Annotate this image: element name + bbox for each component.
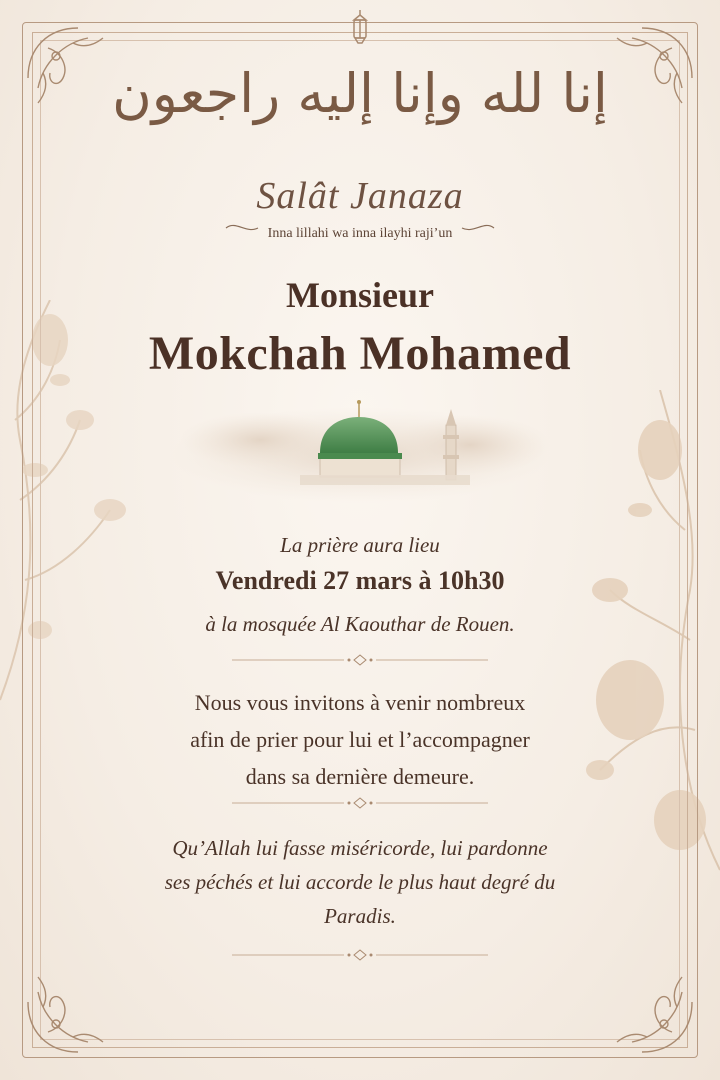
subtitle: Inna lillahi wa inna ilayhi raji’un <box>267 226 453 241</box>
corner-ornament-bottom-right <box>582 942 702 1062</box>
prayer-location: à la mosquée Al Kaouthar de Rouen. <box>205 612 515 636</box>
prayer-datetime: Vendredi 27 mars à 10h30 <box>215 566 505 595</box>
honorific: Monsieur <box>286 275 434 315</box>
invitation-line: afin de prier pour lui et l’accompagner <box>190 727 530 752</box>
corner-ornament-bottom-left <box>18 942 138 1062</box>
arabic-calligraphy: إنا لله وإنا إليه راجعون <box>112 62 608 125</box>
dua-line: Paradis. <box>324 904 396 928</box>
invitation-line: dans sa dernière demeure. <box>245 764 475 789</box>
lantern-icon <box>349 10 371 50</box>
invitation-line: Nous vous invitons à venir nombreux <box>194 690 526 715</box>
invitation-text <box>0 684 720 795</box>
divider-2 <box>232 796 488 810</box>
divider-3 <box>232 948 488 962</box>
dua-text <box>0 831 720 933</box>
page-title: Salât Janaza <box>256 175 464 217</box>
prayer-intro: La prière aura lieu <box>280 533 440 557</box>
deceased-name: Mokchah Mohamed <box>148 327 572 380</box>
divider-1 <box>232 653 488 667</box>
dua-line: Qu’Allah lui fasse miséricorde, lui pardonne <box>172 836 548 860</box>
dua-line: ses péchés et lui accorde le plus haut degré du <box>164 870 556 894</box>
mosque-illustration <box>170 395 550 505</box>
